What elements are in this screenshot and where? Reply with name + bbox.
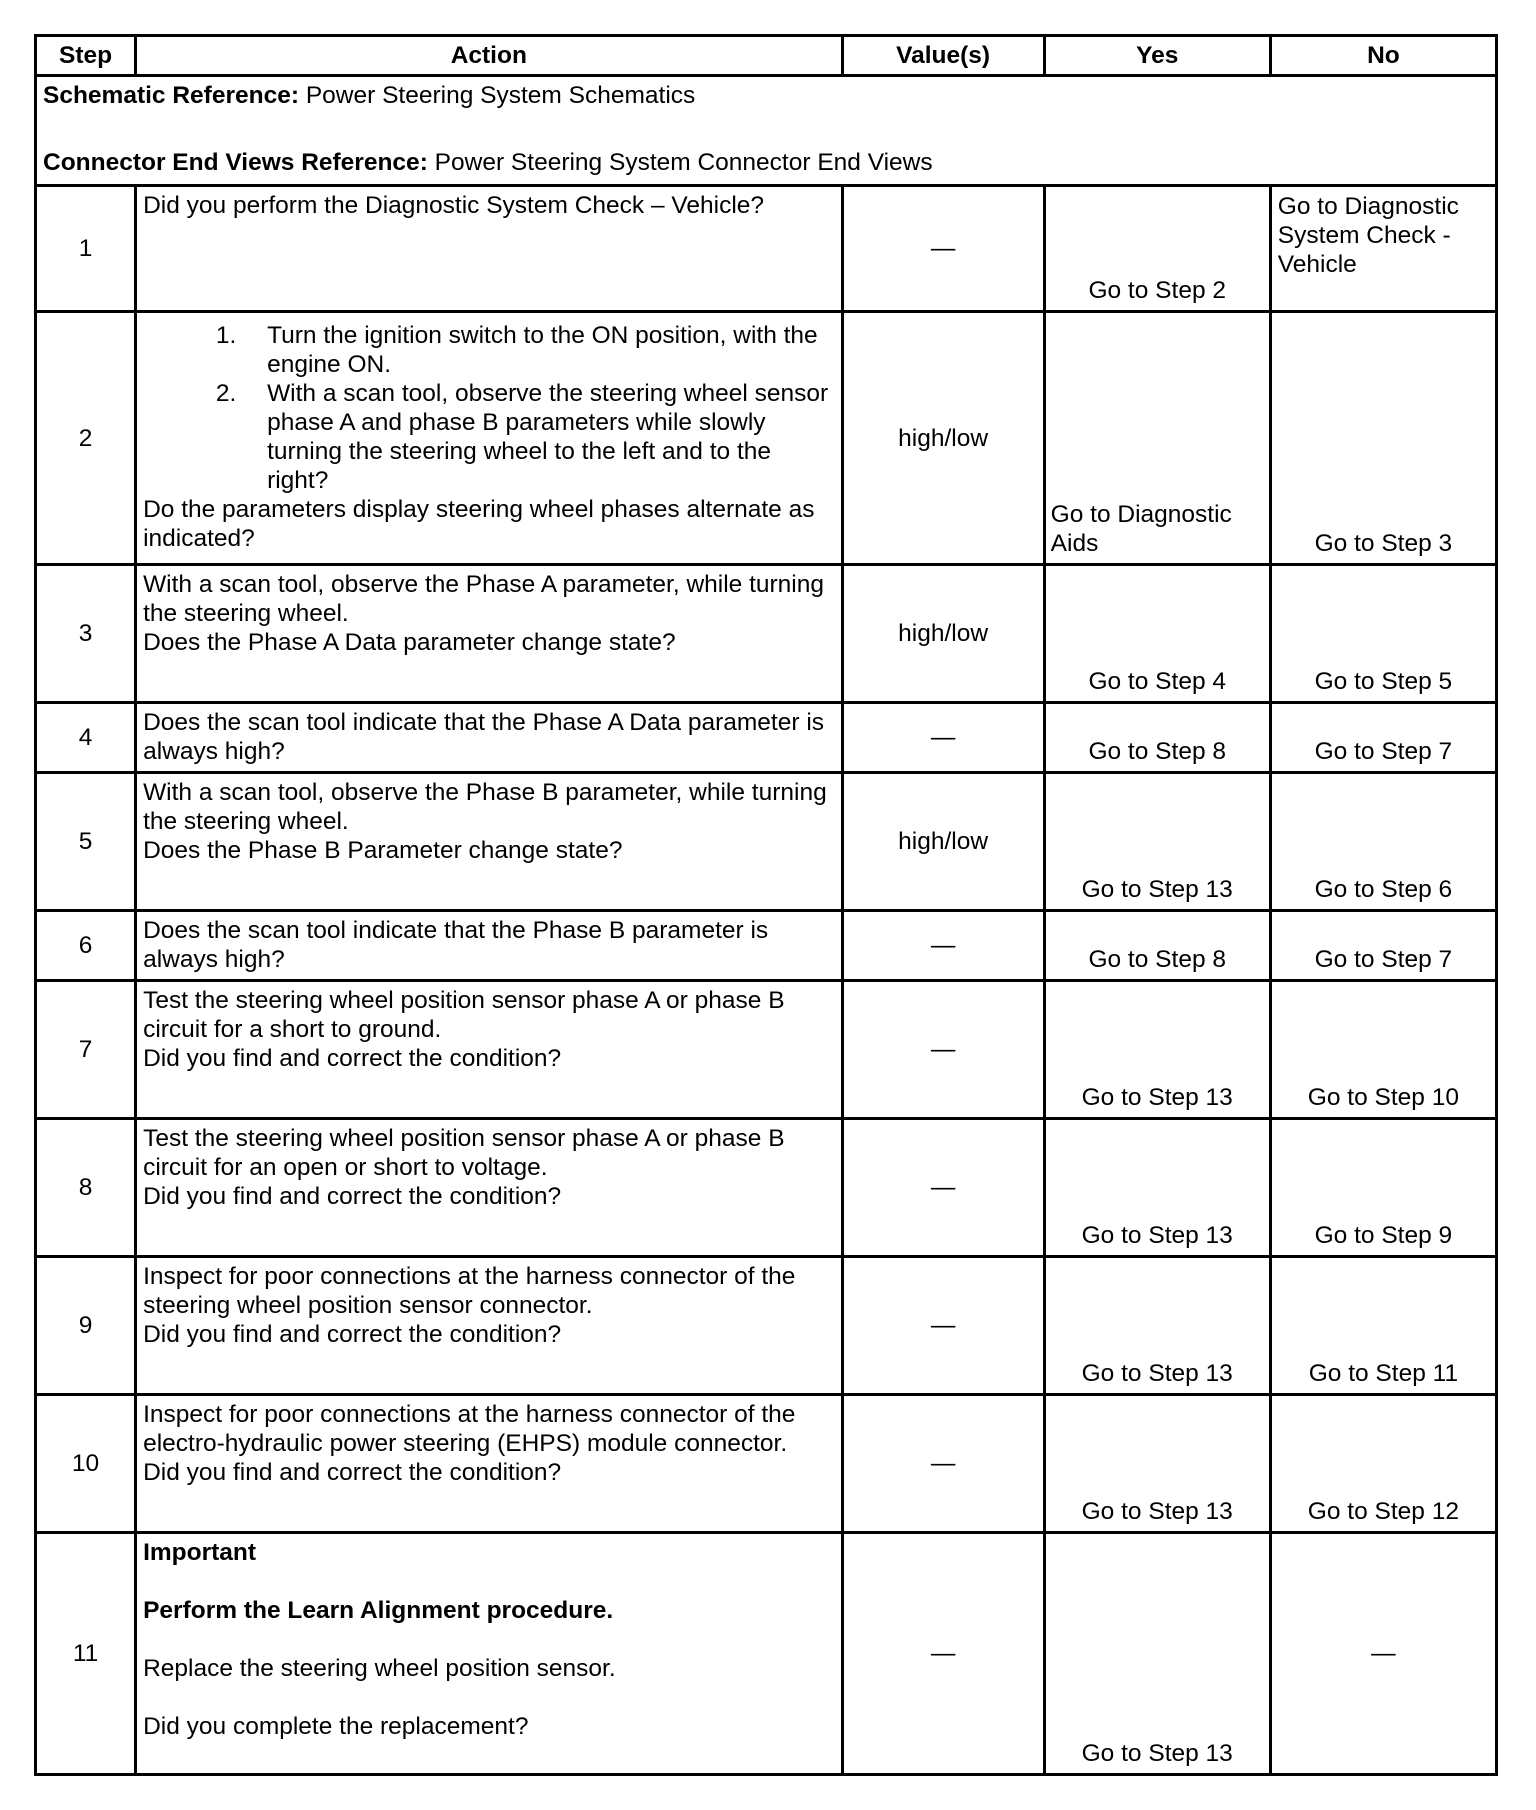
- action-text: Test the steering wheel position sensor phase A or phase B circuit for an open or short to voltage.: [143, 1125, 785, 1181]
- value-cell: —: [842, 703, 1044, 773]
- action-cell: [136, 911, 842, 981]
- yes-cell[interactable]: Go to Diagnostic Aids: [1044, 312, 1270, 565]
- action-cell: [136, 703, 842, 773]
- step-number: 6: [36, 911, 136, 981]
- action-text: Test the steering wheel position sensor phase A or phase B circuit for a short to ground.: [143, 987, 785, 1043]
- schematic-reference: [43, 81, 1489, 110]
- value-cell: —: [842, 1395, 1044, 1533]
- table-row: [36, 1119, 1497, 1257]
- action-text: Inspect for poor connections at the harness connector of the electro-hydraulic power steering (EHPS) module connector.: [143, 1401, 796, 1457]
- list-item: 1. Turn the ignition switch to the ON position, with the engine ON.: [243, 321, 834, 379]
- table-row: [36, 186, 1497, 312]
- step-number: 2: [36, 312, 136, 565]
- no-cell[interactable]: Go to Step 7: [1270, 703, 1496, 773]
- no-cell[interactable]: Go to Step 3: [1270, 312, 1496, 565]
- table-row: [36, 1395, 1497, 1533]
- table-row: [36, 773, 1497, 911]
- value-cell: —: [842, 911, 1044, 981]
- action-question: Does the Phase A Data parameter change state?: [143, 629, 676, 656]
- header-action: Action: [136, 36, 842, 76]
- action-text: Does the scan tool indicate that the Phase B parameter is always high?: [143, 917, 769, 973]
- action-text: Does the scan tool indicate that the Phase A Data parameter is always high?: [143, 709, 825, 765]
- yes-cell[interactable]: Go to Step 13: [1044, 1257, 1270, 1395]
- action-cell: [136, 1395, 842, 1533]
- step-number: 8: [36, 1119, 136, 1257]
- action-cell: [136, 1257, 842, 1395]
- action-text: Did you perform the Diagnostic System Check – Vehicle?: [143, 192, 765, 219]
- value-cell: —: [842, 1533, 1044, 1775]
- action-cell: [136, 312, 842, 565]
- table-row: [36, 981, 1497, 1119]
- important-note: Perform the Learn Alignment procedure.: [143, 1597, 614, 1624]
- action-cell: [136, 1533, 842, 1775]
- no-cell[interactable]: Go to Step 9: [1270, 1119, 1496, 1257]
- no-cell[interactable]: Go to Step 6: [1270, 773, 1496, 911]
- action-text: With a scan tool, observe the Phase B parameter, while turning the steering wheel.: [143, 779, 827, 835]
- step-number: 3: [36, 565, 136, 703]
- table-row: [36, 1257, 1497, 1395]
- table-row: [36, 1533, 1497, 1775]
- table-row: [36, 911, 1497, 981]
- action-question: Did you find and correct the condition?: [143, 1183, 562, 1210]
- no-cell[interactable]: Go to Step 12: [1270, 1395, 1496, 1533]
- header-step: Step: [36, 36, 136, 76]
- table-row: [36, 312, 1497, 565]
- important-label: Important: [143, 1539, 257, 1566]
- yes-cell[interactable]: Go to Step 8: [1044, 703, 1270, 773]
- no-cell[interactable]: Go to Step 5: [1270, 565, 1496, 703]
- reference-cell: [36, 76, 1497, 186]
- yes-cell[interactable]: Go to Step 13: [1044, 773, 1270, 911]
- connector-reference-link[interactable]: Power Steering System Connector End Views: [434, 149, 933, 176]
- yes-cell[interactable]: Go to Step 13: [1044, 1395, 1270, 1533]
- yes-cell[interactable]: Go to Step 13: [1044, 1119, 1270, 1257]
- connector-reference: [43, 148, 1489, 177]
- value-cell: high/low: [842, 565, 1044, 703]
- yes-cell[interactable]: Go to Step 13: [1044, 981, 1270, 1119]
- step-number: 4: [36, 703, 136, 773]
- action-steps-list: [143, 321, 834, 495]
- action-cell: [136, 1119, 842, 1257]
- no-cell[interactable]: Go to Step 11: [1270, 1257, 1496, 1395]
- value-cell: high/low: [842, 312, 1044, 565]
- table-row: [36, 565, 1497, 703]
- reference-row: [36, 76, 1497, 186]
- header-yes: Yes: [1044, 36, 1270, 76]
- value-cell: —: [842, 981, 1044, 1119]
- yes-cell[interactable]: Go to Step 8: [1044, 911, 1270, 981]
- step-number: 11: [36, 1533, 136, 1775]
- header-values: Value(s): [842, 36, 1044, 76]
- step-number: 10: [36, 1395, 136, 1533]
- no-cell[interactable]: Go to Step 7: [1270, 911, 1496, 981]
- no-cell: —: [1270, 1533, 1496, 1775]
- table-row: [36, 703, 1497, 773]
- action-question: Do the parameters display steering wheel phases alternate as indicated?: [143, 496, 815, 552]
- list-item: 2. With a scan tool, observe the steering wheel sensor phase A and phase B parameters while slowly turning the steering wheel to the left and to the right?: [243, 379, 834, 495]
- yes-cell[interactable]: Go to Step 2: [1044, 186, 1270, 312]
- step-number: 5: [36, 773, 136, 911]
- action-cell: [136, 981, 842, 1119]
- yes-cell[interactable]: Go to Step 13: [1044, 1533, 1270, 1775]
- action-cell: [136, 565, 842, 703]
- value-cell: high/low: [842, 773, 1044, 911]
- action-question: Did you find and correct the condition?: [143, 1459, 562, 1486]
- schematic-reference-label: Schematic Reference:: [43, 82, 300, 109]
- step-number: 1: [36, 186, 136, 312]
- value-cell: —: [842, 1119, 1044, 1257]
- header-row: [36, 36, 1497, 76]
- action-cell: [136, 186, 842, 312]
- action-text: Replace the steering wheel position sensor.: [143, 1655, 616, 1682]
- no-cell[interactable]: Go to Step 10: [1270, 981, 1496, 1119]
- step-number: 7: [36, 981, 136, 1119]
- no-cell[interactable]: Go to Diagnostic System Check - Vehicle: [1270, 186, 1496, 312]
- action-question: Did you find and correct the condition?: [143, 1321, 562, 1348]
- action-text: With a scan tool, observe the Phase A parameter, while turning the steering wheel.: [143, 571, 825, 627]
- header-no: No: [1270, 36, 1496, 76]
- value-cell: —: [842, 186, 1044, 312]
- action-question: Did you find and correct the condition?: [143, 1045, 562, 1072]
- value-cell: —: [842, 1257, 1044, 1395]
- schematic-reference-link[interactable]: Power Steering System Schematics: [305, 82, 696, 109]
- action-question: Did you complete the replacement?: [143, 1713, 529, 1740]
- yes-cell[interactable]: Go to Step 4: [1044, 565, 1270, 703]
- diagnostic-table: [34, 34, 1498, 1776]
- step-number: 9: [36, 1257, 136, 1395]
- action-cell: [136, 773, 842, 911]
- connector-reference-label: Connector End Views Reference:: [43, 149, 428, 176]
- action-text: Inspect for poor connections at the harness connector of the steering wheel position sensor connector.: [143, 1263, 796, 1319]
- action-question: Does the Phase B Parameter change state?: [143, 837, 623, 864]
